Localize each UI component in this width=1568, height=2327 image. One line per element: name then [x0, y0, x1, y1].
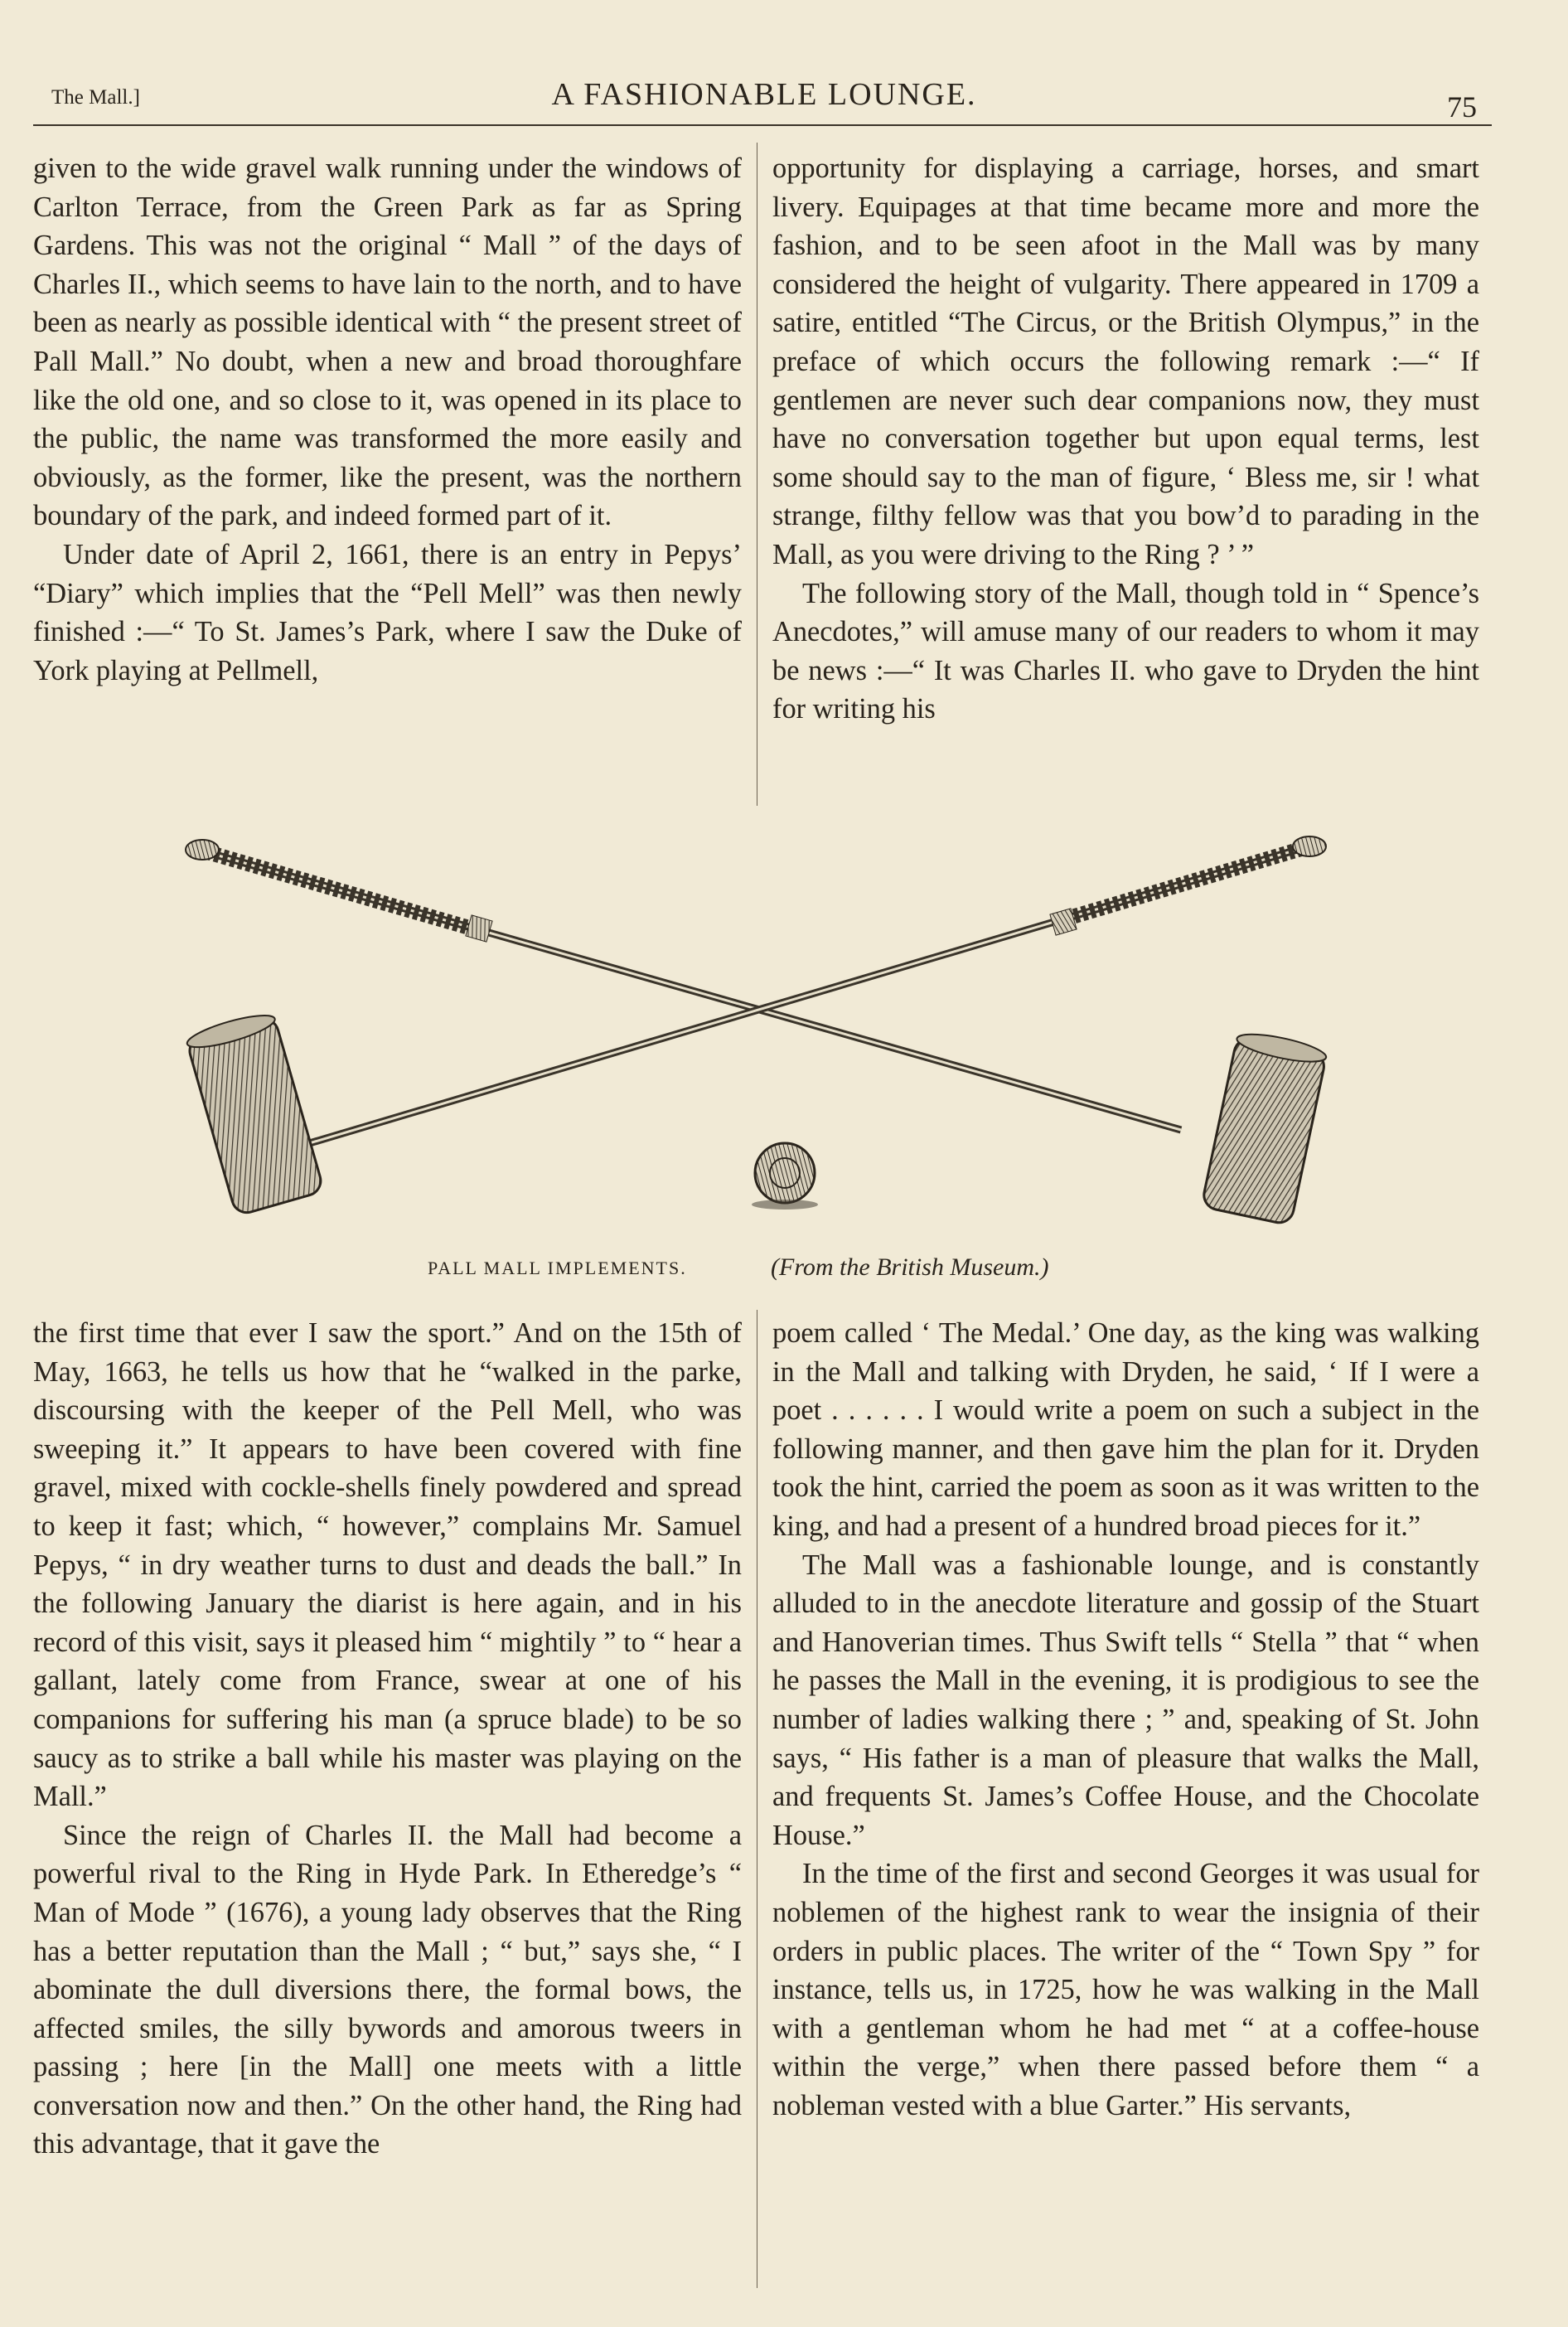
pall-mall-illustration: [182, 825, 1334, 1256]
column-right-top: [772, 149, 1479, 729]
paragraph: The following story of the Mall, though told in “ Spence’s Anecdotes,” will amuse many of our readers to whom it may be news :—“ It was Charles II. who gave to Dryden the hint for writing his: [772, 577, 1479, 725]
page-title: A FASHIONABLE LOUNGE.: [551, 77, 977, 112]
mallet-engraving: [182, 825, 1334, 1256]
paragraph: In the time of the first and second Georges it was usual for noblemen of the highest rank to wear the insignia of their orders in public places. The writer of the “ Town Spy ” for instance, tells us, in 1725, how he was walking in the Mall with a gentleman whom he had met “ at a coffee-house within the verge,” when there passed before them “ a nobleman vested with a blue Garter.” His servants,: [772, 1858, 1479, 2121]
column-right-bottom: [772, 1314, 1479, 2125]
mall-ball: [752, 1143, 818, 1210]
paragraph: The Mall was a fashionable lounge, and is constantly alluded to in the anecdote literature and gossip of the Stuart and Hanoverian times. Thus Swift tells “ Stella ” that “ when he passes the Mall in the evening, it is prodigious to see the number of ladies walking there ; ” and, speaking of St. John says, “ His father is a man of pleasure that walks the Mall, and frequents St. James’s Coffee House, and the Chocolate House.”: [772, 1549, 1479, 1851]
mallet-left-handle: [186, 840, 1181, 1130]
header-rule: [33, 124, 1492, 126]
running-header: [51, 76, 1477, 124]
figure-credit: (From the British Museum.): [771, 1253, 1049, 1281]
paragraph: the first time that ever I saw the sport.” And on the 15th of May, 1663, he tells us how that he “walked in the parke, discoursing with the keeper of the Pell Mell, who was sweeping it.” It appears to have been covered with fine gravel, mixed with cockle-shells finely powdered and spread to keep it fast; which, “ however,” complains Mr. Samuel Pepys, “ in dry weather turns to dust and deads the ball.” In the following January the diarist is here again, and in his record of this visit, says it pleased him “ mightily ” to “ hear a gallant, lately come from France, swear at one of his companions for suffering his man (a spruce blade) to be so saucy as to strike a ball while his master was playing on the Mall.”: [33, 1317, 742, 1813]
mallet-head-left: [185, 1009, 325, 1215]
paragraph: Since the reign of Charles II. the Mall had become a powerful rival to the Ring in Hyde Park. In Etheredge’s “ Man of Mode ” (1676), a young lady observes that the Ring has a better reputation than the Mall ; “ but,” says she, “ I abominate the dull diversions there, the formal bows, the affected smiles, the silly bywords and amorous tweers in passing ; here [in the Mall] one meets with a little conversation now and then.” On the other hand, the Ring had this advantage, that it gave the: [33, 1819, 742, 2160]
page-number: 75: [1447, 90, 1477, 124]
figure-caption: PALL MALL IMPLEMENTS.: [428, 1258, 687, 1278]
mallet-head-right: [1201, 1029, 1328, 1225]
mallet-right-handle: [298, 836, 1326, 1147]
paragraph: opportunity for displaying a carriage, horses, and smart livery. Equipages at that time became more and more the fashion, and to be seen afoot in the Mall was by many considered the height of vulgarity. There appeared in 1709 a satire, entitled “The Circus, or the British Olympus,” in the preface of which occurs the following remark :—“ If gentlemen are never such dear companions now, they must have no conversation together but upon equal terms, lest some should say to the man of figure, ‘ Bless me, sir ! what strange, filthy fellow was that you bow’d to parading in the Mall, as you were driving to the Ring ? ’ ”: [772, 153, 1479, 570]
column-left-bottom: [33, 1314, 742, 2164]
column-left-top: [33, 149, 742, 690]
section-label: The Mall.]: [51, 86, 140, 109]
paragraph: poem called ‘ The Medal.’ One day, as the king was walking in the Mall and talking with Dryden, he said, ‘ If I were a poet . . . . . . I would write a poem on such a subject in the following manner, and then gave him the plan for it. Dryden took the hint, carried the poem as soon as it was written to the king, and had a present of a hundred broad pieces for it.”: [772, 1317, 1479, 1542]
paragraph: Under date of April 2, 1661, there is an entry in Pepys’ “Diary” which implies that the “Pell Mell” was then newly finished :—“ To St. James’s Park, where I saw the Duke of York playing at Pellmell,: [33, 538, 742, 686]
paragraph: given to the wide gravel walk running under the windows of Carlton Terrace, from the Green Park as far as Spring Gardens. This was not the original “ Mall ” of the days of Charles II., which seems to have lain to the north, and to have been as nearly as possible identical with “ the present street of Pall Mall.” No doubt, when a new and broad thoroughfare like the old one, and so close to it, was opened in its place to the public, the name was transformed the more easily and obviously, as the former, like the present, was the northern boundary of the park, and indeed formed part of it.: [33, 153, 742, 532]
